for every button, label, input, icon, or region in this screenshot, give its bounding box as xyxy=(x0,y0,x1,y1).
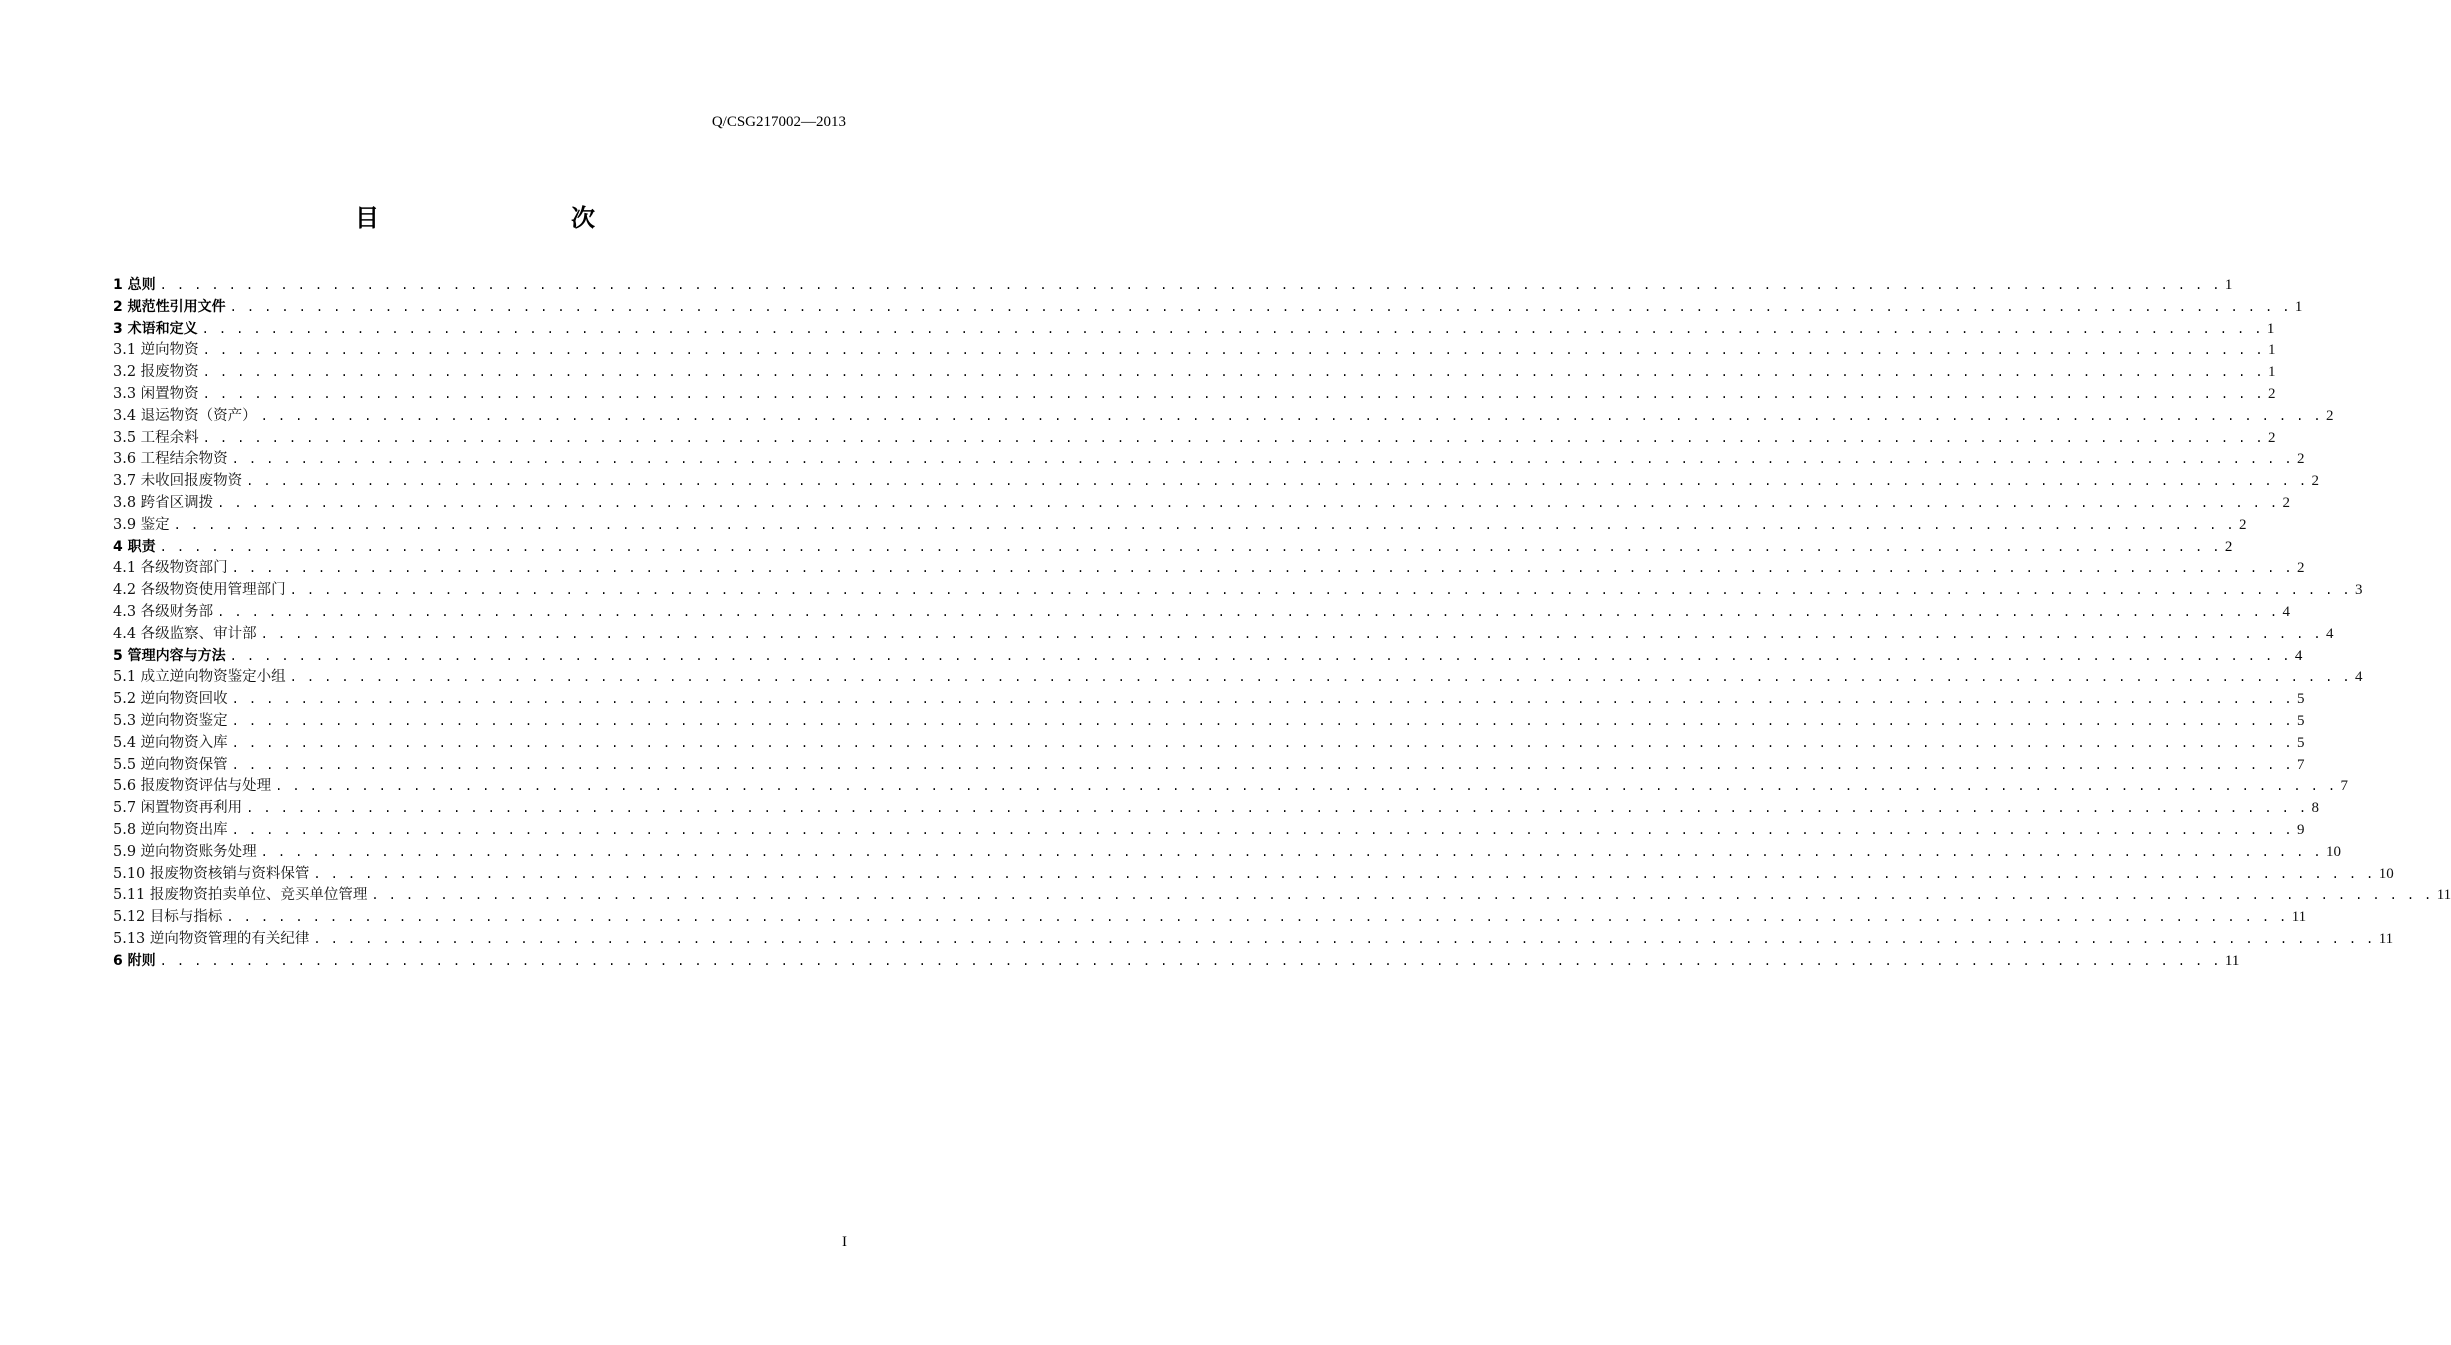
toc-entry-label: 5.13 逆向物资管理的有关纪律 xyxy=(113,930,310,947)
toc-entry-page: 11 xyxy=(2224,952,2240,969)
toc-dot-leader: . . . . . . . . . . . . . . . . . . . . . . . . . . . . . . . . . . . . . . . . . . . . . . . . . . . . . . . . . . . . . . . . . . . . . . . . . . . . . . . . . . . . . . . . . . . . . . . . . . . . . . . . . . . . . . . . . . . . . . . . xyxy=(231,735,2293,750)
toc-entry-page: 2 xyxy=(2325,407,2334,424)
toc-entry[interactable] xyxy=(113,297,2303,319)
toc-entry[interactable] xyxy=(113,624,2334,646)
page-number: I xyxy=(842,1234,847,1250)
table-of-contents xyxy=(113,275,2451,973)
toc-dot-leader: . . . . . . . . . . . . . . . . . . . . . . . . . . . . . . . . . . . . . . . . . . . . . . . . . . . . . . . . . . . . . . . . . . . . . . . . . . . . . . . . . . . . . . . . . . . . . . . . . . . . . . . . . . . . . . . . . . . . . . . . xyxy=(246,474,2308,489)
toc-dot-leader: . . . . . . . . . . . . . . . . . . . . . . . . . . . . . . . . . . . . . . . . . . . . . . . . . . . . . . . . . . . . . . . . . . . . . . . . . . . . . . . . . . . . . . . . . . . . . . . . . . . . . . . . . . . . . . . . . . . . . . . . xyxy=(231,822,2293,837)
toc-entry[interactable] xyxy=(113,362,2276,384)
toc-entry-page: 11 xyxy=(2378,930,2394,947)
toc-entry[interactable] xyxy=(113,951,2240,973)
toc-entry[interactable] xyxy=(113,820,2305,842)
toc-entry[interactable] xyxy=(113,798,2319,820)
toc-dot-leader: . . . . . . . . . . . . . . . . . . . . . . . . . . . . . . . . . . . . . . . . . . . . . . . . . . . . . . . . . . . . . . . . . . . . . . . . . . . . . . . . . . . . . . . . . . . . . . . . . . . . . . . . . . . . . . . . . . . . . . . . xyxy=(201,321,2263,336)
toc-entry-page: 7 xyxy=(2296,756,2305,773)
toc-entry-label: 3.4 退运物资（资产） xyxy=(113,407,257,424)
document-code: Q/CSG217002—2013 xyxy=(711,114,846,130)
toc-entry-page: 4 xyxy=(2294,647,2303,664)
toc-dot-leader: . . . . . . . . . . . . . . . . . . . . . . . . . . . . . . . . . . . . . . . . . . . . . . . . . . . . . . . . . . . . . . . . . . . . . . . . . . . . . . . . . . . . . . . . . . . . . . . . . . . . . . . . . . . . . . . . . . . . . . . . xyxy=(275,779,2337,794)
toc-entry[interactable] xyxy=(113,929,2394,951)
toc-entry-page: 2 xyxy=(2311,473,2319,490)
toc-entry-page: 2 xyxy=(2224,538,2233,555)
toc-entry-page: 1 xyxy=(2294,298,2303,315)
toc-entry[interactable] xyxy=(113,842,2341,864)
toc-entry-page: 9 xyxy=(2296,821,2305,838)
toc-entry-label: 5.11 报废物资拍卖单位、竞买单位管理 xyxy=(113,887,368,904)
toc-entry-label: 3.7 未收回报废物资 xyxy=(113,473,243,490)
toc-entry[interactable] xyxy=(113,755,2305,777)
toc-entry-label: 3.2 报废物资 xyxy=(113,364,199,381)
toc-entry-page: 10 xyxy=(2378,865,2394,882)
toc-entry-page: 2 xyxy=(2282,494,2290,511)
toc-entry[interactable] xyxy=(113,275,2233,297)
toc-entry[interactable] xyxy=(113,602,2290,624)
toc-entry-label: 5.8 逆向物资出库 xyxy=(113,821,228,838)
toc-dot-leader: . . . . . . . . . . . . . . . . . . . . . . . . . . . . . . . . . . . . . . . . . . . . . . . . . . . . . . . . . . . . . . . . . . . . . . . . . . . . . . . . . . . . . . . . . . . . . . . . . . . . . . . . . . . . . . . . . . . . . . . . xyxy=(231,757,2293,772)
toc-entry-page: 1 xyxy=(2267,364,2276,381)
toc-entry-page: 5 xyxy=(2296,712,2305,729)
toc-entry-label: 3 术语和定义 xyxy=(113,320,198,337)
toc-entry-label: 5 管理内容与方法 xyxy=(113,647,226,664)
toc-entry-label: 5.10 报废物资核销与资料保管 xyxy=(113,865,310,882)
toc-entry[interactable] xyxy=(113,493,2290,515)
toc-entry[interactable] xyxy=(113,558,2305,580)
toc-entry-label: 4 职责 xyxy=(113,538,156,555)
toc-entry-label: 3.6 工程结余物资 xyxy=(113,451,228,468)
toc-dot-leader: . . . . . . . . . . . . . . . . . . . . . . . . . . . . . . . . . . . . . . . . . . . . . . . . . . . . . . . . . . . . . . . . . . . . . . . . . . . . . . . . . . . . . . . . . . . . . . . . . . . . . . . . . . . . . . . . . . . . . . . . xyxy=(260,408,2322,423)
toc-entry-page: 2 xyxy=(2238,516,2247,533)
toc-entry[interactable] xyxy=(113,340,2276,362)
toc-dot-leader: . . . . . . . . . . . . . . . . . . . . . . . . . . . . . . . . . . . . . . . . . . . . . . . . . . . . . . . . . . . . . . . . . . . . . . . . . . . . . . . . . . . . . . . . . . . . . . . . . . . . . . . . . . . . . . . . . . . . . . . . xyxy=(202,430,2264,445)
toc-dot-leader: . . . . . . . . . . . . . . . . . . . . . . . . . . . . . . . . . . . . . . . . . . . . . . . . . . . . . . . . . . . . . . . . . . . . . . . . . . . . . . . . . . . . . . . . . . . . . . . . . . . . . . . . . . . . . . . . . . . . . . . . xyxy=(231,692,2293,707)
toc-entry[interactable] xyxy=(113,319,2275,341)
toc-entry[interactable] xyxy=(113,471,2319,493)
toc-entry-label: 3.3 闲置物资 xyxy=(113,385,199,402)
toc-entry-label: 3.9 鉴定 xyxy=(113,516,170,533)
toc-entry-label: 5.6 报废物资评估与处理 xyxy=(113,778,272,795)
toc-entry-label: 2 规范性引用文件 xyxy=(113,298,226,315)
toc-entry-label: 6 附则 xyxy=(113,952,156,969)
toc-entry-label: 5.1 成立逆向物资鉴定小组 xyxy=(113,669,286,686)
toc-entry[interactable] xyxy=(113,384,2276,406)
toc-entry[interactable] xyxy=(113,885,2451,907)
toc-entry-label: 5.4 逆向物资入库 xyxy=(113,734,228,751)
toc-entry-label: 5.12 目标与指标 xyxy=(113,909,223,926)
toc-entry-page: 3 xyxy=(2354,582,2363,599)
toc-entry-label: 3.1 逆向物资 xyxy=(113,342,199,359)
toc-entry[interactable] xyxy=(113,864,2394,886)
toc-dot-leader: . . . . . . . . . . . . . . . . . . . . . . . . . . . . . . . . . . . . . . . . . . . . . . . . . . . . . . . . . . . . . . . . . . . . . . . . . . . . . . . . . . . . . . . . . . . . . . . . . . . . . . . . . . . . . . . . . . . . . . . . xyxy=(202,386,2264,401)
toc-dot-leader: . . . . . . . . . . . . . . . . . . . . . . . . . . . . . . . . . . . . . . . . . . . . . . . . . . . . . . . . . . . . . . . . . . . . . . . . . . . . . . . . . . . . . . . . . . . . . . . . . . . . . . . . . . . . . . . . . . . . . . . . xyxy=(371,888,2433,903)
toc-entry[interactable] xyxy=(113,428,2276,450)
toc-entry-page: 2 xyxy=(2296,451,2305,468)
toc-entry[interactable] xyxy=(113,537,2233,559)
toc-entry[interactable] xyxy=(113,711,2305,733)
toc-entry-label: 3.5 工程余料 xyxy=(113,429,199,446)
toc-dot-leader: . . . . . . . . . . . . . . . . . . . . . . . . . . . . . . . . . . . . . . . . . . . . . . . . . . . . . . . . . . . . . . . . . . . . . . . . . . . . . . . . . . . . . . . . . . . . . . . . . . . . . . . . . . . . . . . . . . . . . . . . xyxy=(159,953,2221,968)
toc-entry-page: 1 xyxy=(2224,277,2233,293)
toc-entry[interactable] xyxy=(113,667,2363,689)
toc-entry-page: 5 xyxy=(2296,734,2305,751)
toc-dot-leader: . . . . . . . . . . . . . . . . . . . . . . . . . . . . . . . . . . . . . . . . . . . . . . . . . . . . . . . . . . . . . . . . . . . . . . . . . . . . . . . . . . . . . . . . . . . . . . . . . . . . . . . . . . . . . . . . . . . . . . . . xyxy=(231,561,2293,576)
toc-entry-page: 7 xyxy=(2340,778,2348,795)
toc-entry-page: 10 xyxy=(2325,843,2341,860)
toc-entry-page: 8 xyxy=(2311,800,2319,817)
toc-entry-label: 4.2 各级物资使用管理部门 xyxy=(113,582,286,599)
toc-entry-page: 2 xyxy=(2296,560,2305,577)
toc-entry-label: 5.7 闲置物资再利用 xyxy=(113,800,243,817)
toc-dot-leader: . . . . . . . . . . . . . . . . . . . . . . . . . . . . . . . . . . . . . . . . . . . . . . . . . . . . . . . . . . . . . . . . . . . . . . . . . . . . . . . . . . . . . . . . . . . . . . . . . . . . . . . . . . . . . . . . . . . . . . . . xyxy=(229,299,2291,314)
toc-entry-page: 2 xyxy=(2267,429,2276,446)
toc-entry[interactable] xyxy=(113,689,2305,711)
toc-entry[interactable] xyxy=(113,733,2305,755)
toc-entry-page: 4 xyxy=(2325,625,2334,642)
toc-dot-leader: . . . . . . . . . . . . . . . . . . . . . . . . . . . . . . . . . . . . . . . . . . . . . . . . . . . . . . . . . . . . . . . . . . . . . . . . . . . . . . . . . . . . . . . . . . . . . . . . . . . . . . . . . . . . . . . . . . . . . . . . xyxy=(231,452,2293,467)
toc-entry-label: 5.5 逆向物资保管 xyxy=(113,756,228,773)
toc-dot-leader: . . . . . . . . . . . . . . . . . . . . . . . . . . . . . . . . . . . . . . . . . . . . . . . . . . . . . . . . . . . . . . . . . . . . . . . . . . . . . . . . . . . . . . . . . . . . . . . . . . . . . . . . . . . . . . . . . . . . . . . . xyxy=(159,278,2221,292)
toc-entry-page: 1 xyxy=(2266,320,2275,337)
toc-entry-page: 5 xyxy=(2296,691,2305,708)
toc-entry-page: 4 xyxy=(2282,603,2290,620)
toc-entry-page: 11 xyxy=(2291,909,2307,926)
toc-entry[interactable] xyxy=(113,515,2247,537)
toc-dot-leader: . . . . . . . . . . . . . . . . . . . . . . . . . . . . . . . . . . . . . . . . . . . . . . . . . . . . . . . . . . . . . . . . . . . . . . . . . . . . . . . . . . . . . . . . . . . . . . . . . . . . . . . . . . . . . . . . . . . . . . . . xyxy=(217,604,2279,619)
toc-dot-leader: . . . . . . . . . . . . . . . . . . . . . . . . . . . . . . . . . . . . . . . . . . . . . . . . . . . . . . . . . . . . . . . . . . . . . . . . . . . . . . . . . . . . . . . . . . . . . . . . . . . . . . . . . . . . . . . . . . . . . . . . xyxy=(313,931,2375,946)
toc-entry[interactable] xyxy=(113,406,2334,428)
toc-dot-leader: . . . . . . . . . . . . . . . . . . . . . . . . . . . . . . . . . . . . . . . . . . . . . . . . . . . . . . . . . . . . . . . . . . . . . . . . . . . . . . . . . . . . . . . . . . . . . . . . . . . . . . . . . . . . . . . . . . . . . . . . xyxy=(246,801,2308,816)
toc-entry-label: 4.4 各级监察、审计部 xyxy=(113,625,257,642)
toc-title: 目 次 xyxy=(355,204,643,232)
toc-entry-label: 4.1 各级物资部门 xyxy=(113,560,228,577)
toc-entry-page: 4 xyxy=(2354,669,2363,686)
toc-entry[interactable] xyxy=(113,580,2363,602)
toc-dot-leader: . . . . . . . . . . . . . . . . . . . . . . . . . . . . . . . . . . . . . . . . . . . . . . . . . . . . . . . . . . . . . . . . . . . . . . . . . . . . . . . . . . . . . . . . . . . . . . . . . . . . . . . . . . . . . . . . . . . . . . . . xyxy=(159,539,2221,554)
toc-entry[interactable] xyxy=(113,646,2303,668)
toc-entry-label: 5.3 逆向物资鉴定 xyxy=(113,712,228,729)
toc-entry-label: 5.2 逆向物资回收 xyxy=(113,691,228,708)
toc-dot-leader: . . . . . . . . . . . . . . . . . . . . . . . . . . . . . . . . . . . . . . . . . . . . . . . . . . . . . . . . . . . . . . . . . . . . . . . . . . . . . . . . . . . . . . . . . . . . . . . . . . . . . . . . . . . . . . . . . . . . . . . . xyxy=(202,343,2264,358)
toc-entry[interactable] xyxy=(113,907,2307,929)
toc-entry-label: 5.9 逆向物资账务处理 xyxy=(113,843,257,860)
toc-entry-page: 11 xyxy=(2436,887,2451,904)
toc-entry[interactable] xyxy=(113,449,2305,471)
toc-entry-label: 3.8 跨省区调拨 xyxy=(113,494,214,511)
toc-dot-leader: . . . . . . . . . . . . . . . . . . . . . . . . . . . . . . . . . . . . . . . . . . . . . . . . . . . . . . . . . . . . . . . . . . . . . . . . . . . . . . . . . . . . . . . . . . . . . . . . . . . . . . . . . . . . . . . . . . . . . . . . xyxy=(260,626,2322,641)
toc-dot-leader: . . . . . . . . . . . . . . . . . . . . . . . . . . . . . . . . . . . . . . . . . . . . . . . . . . . . . . . . . . . . . . . . . . . . . . . . . . . . . . . . . . . . . . . . . . . . . . . . . . . . . . . . . . . . . . . . . . . . . . . . xyxy=(313,866,2375,881)
toc-entry-page: 1 xyxy=(2267,342,2276,359)
toc-entry[interactable] xyxy=(113,776,2348,798)
toc-entry-label: 1 总则 xyxy=(113,277,156,293)
toc-dot-leader: . . . . . . . . . . . . . . . . . . . . . . . . . . . . . . . . . . . . . . . . . . . . . . . . . . . . . . . . . . . . . . . . . . . . . . . . . . . . . . . . . . . . . . . . . . . . . . . . . . . . . . . . . . . . . . . . . . . . . . . . xyxy=(173,517,2235,532)
toc-dot-leader: . . . . . . . . . . . . . . . . . . . . . . . . . . . . . . . . . . . . . . . . . . . . . . . . . . . . . . . . . . . . . . . . . . . . . . . . . . . . . . . . . . . . . . . . . . . . . . . . . . . . . . . . . . . . . . . . . . . . . . . . xyxy=(289,670,2351,685)
toc-dot-leader: . . . . . . . . . . . . . . . . . . . . . . . . . . . . . . . . . . . . . . . . . . . . . . . . . . . . . . . . . . . . . . . . . . . . . . . . . . . . . . . . . . . . . . . . . . . . . . . . . . . . . . . . . . . . . . . . . . . . . . . . xyxy=(226,910,2288,925)
toc-entry-label: 4.3 各级财务部 xyxy=(113,603,214,620)
toc-dot-leader: . . . . . . . . . . . . . . . . . . . . . . . . . . . . . . . . . . . . . . . . . . . . . . . . . . . . . . . . . . . . . . . . . . . . . . . . . . . . . . . . . . . . . . . . . . . . . . . . . . . . . . . . . . . . . . . . . . . . . . . . xyxy=(260,844,2322,859)
toc-dot-leader: . . . . . . . . . . . . . . . . . . . . . . . . . . . . . . . . . . . . . . . . . . . . . . . . . . . . . . . . . . . . . . . . . . . . . . . . . . . . . . . . . . . . . . . . . . . . . . . . . . . . . . . . . . . . . . . . . . . . . . . . xyxy=(229,648,2291,663)
toc-entry-page: 2 xyxy=(2267,385,2276,402)
toc-dot-leader: . . . . . . . . . . . . . . . . . . . . . . . . . . . . . . . . . . . . . . . . . . . . . . . . . . . . . . . . . . . . . . . . . . . . . . . . . . . . . . . . . . . . . . . . . . . . . . . . . . . . . . . . . . . . . . . . . . . . . . . . xyxy=(231,713,2293,728)
toc-dot-leader: . . . . . . . . . . . . . . . . . . . . . . . . . . . . . . . . . . . . . . . . . . . . . . . . . . . . . . . . . . . . . . . . . . . . . . . . . . . . . . . . . . . . . . . . . . . . . . . . . . . . . . . . . . . . . . . . . . . . . . . . xyxy=(289,583,2351,598)
toc-dot-leader: . . . . . . . . . . . . . . . . . . . . . . . . . . . . . . . . . . . . . . . . . . . . . . . . . . . . . . . . . . . . . . . . . . . . . . . . . . . . . . . . . . . . . . . . . . . . . . . . . . . . . . . . . . . . . . . . . . . . . . . . xyxy=(217,495,2279,510)
toc-dot-leader: . . . . . . . . . . . . . . . . . . . . . . . . . . . . . . . . . . . . . . . . . . . . . . . . . . . . . . . . . . . . . . . . . . . . . . . . . . . . . . . . . . . . . . . . . . . . . . . . . . . . . . . . . . . . . . . . . . . . . . . . xyxy=(202,365,2264,380)
